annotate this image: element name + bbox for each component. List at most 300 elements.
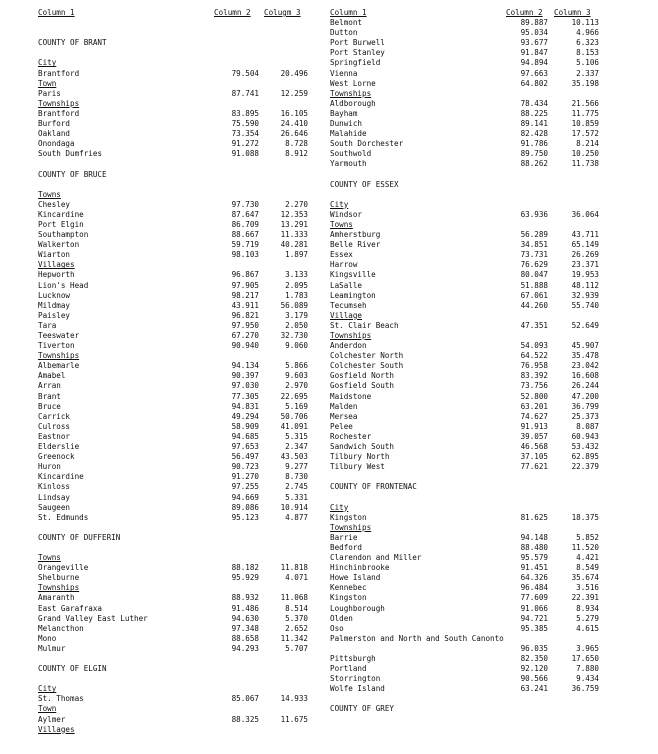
column-3-value: 8.549 [576,563,599,573]
county-heading [38,38,308,48]
category-heading [38,260,308,270]
municipality-name: Mildmay [38,300,71,310]
table-row [330,351,652,361]
municipality-name: St. Edmunds [38,512,89,522]
column-3-value: 4.877 [285,512,308,522]
municipality-name: Walkerton [38,240,80,250]
table-row [330,462,652,472]
municipality-name: Arran [38,381,61,391]
column-3-value: 23.371 [571,260,599,270]
municipality-name: Huron [38,462,61,472]
column-3-value: 8.087 [576,421,599,431]
table-row [38,392,308,402]
table-row [38,472,308,482]
municipality-name: Howe Island [330,573,381,583]
table-row [38,694,308,704]
column-2-value: 96.035 [520,643,548,653]
column-3-value: 5.370 [285,613,308,623]
table-row [38,361,308,371]
column-2-value: 74.627 [520,411,548,421]
municipality-name: Barrie [330,532,358,542]
table-row [330,583,652,593]
municipality-name: Bedford [330,542,363,552]
column-2-value: 95.579 [520,553,548,563]
column-3-value: 12.353 [280,209,308,219]
spacer [330,493,652,503]
municipality-name: LaSalle [330,280,363,290]
municipality-name: Hinchinbrooke [330,563,390,573]
table-row [38,422,308,432]
category-heading [38,79,308,89]
column-2-value: 91.066 [520,603,548,613]
category-name: Village [330,310,363,320]
column-3-value: 22.391 [571,593,599,603]
table-row [330,684,652,694]
municipality-name: Aldborough [330,98,376,108]
table-row [330,79,652,89]
column-3-value: 1.783 [285,290,308,300]
municipality-name: Harrow [330,260,358,270]
column-2-value: 80.047 [520,270,548,280]
column-3-value: 9.277 [285,462,308,472]
table-row [38,563,308,573]
category-name: Villages [38,724,75,734]
column-3-value: 2.270 [285,199,308,209]
column-3-value: 14.933 [280,694,308,704]
header-column-3: Column 3 [554,8,591,17]
municipality-name: Oso [330,623,344,633]
table-row [330,664,652,674]
column-2-value: 67.061 [520,290,548,300]
category-name: Townships [38,351,80,361]
column-2-value: 95.034 [520,28,548,38]
column-2-value: 39.057 [520,431,548,441]
table-row [330,614,652,624]
column-2-value: 97.730 [231,199,259,209]
table-row [38,381,308,391]
municipality-name: Greenock [38,452,75,462]
column-3-value: 9.603 [285,371,308,381]
municipality-name: Teeswater [38,331,80,340]
category-name: City [330,502,349,512]
municipality-name: Saugeen [38,502,71,512]
column-2-value: 96.821 [231,310,259,320]
column-2-value: 73.354 [231,129,259,139]
column-2-value: 51.888 [520,280,548,290]
column-3-value: 11.775 [571,108,599,118]
column-3-value: 5.707 [285,643,308,653]
left-header-row [38,8,308,18]
column-2-value: 58.909 [231,421,259,431]
table-row [330,139,652,149]
table-row [330,634,652,644]
column-2-value: 83.895 [231,108,259,118]
table-row [38,149,308,159]
column-2-value: 89.086 [231,502,259,512]
column-2-value: 91.272 [231,139,259,149]
table-row [38,412,308,422]
column-3-value: 8.728 [285,139,308,149]
category-name: City [330,199,349,209]
table-row [330,563,652,573]
municipality-name: Belmont [330,18,363,28]
column-3-value: 17.650 [571,654,599,663]
table-row [330,654,652,664]
table-row [38,69,308,79]
column-2-value: 37.105 [520,452,548,462]
municipality-name: Carrick [38,411,71,421]
column-3-value: 4.071 [285,573,308,583]
table-row [330,149,652,159]
category-heading [330,503,652,513]
header-column-1: Column 1 [330,8,367,17]
table-row [330,28,652,38]
municipality-name: Elderslie [38,442,80,452]
column-2-value: 96.867 [231,270,259,280]
table-row [330,159,652,169]
column-3-value: 24.410 [280,119,308,129]
table-row [38,624,308,634]
table-row [330,432,652,442]
column-3-value: 10.113 [571,18,599,28]
right-table-body [330,18,652,714]
column-3-value: 5.852 [576,532,599,542]
municipality-name: Gosfield North [330,371,395,381]
table-row [38,281,308,291]
column-3-value: 35.198 [571,78,599,88]
table-row [38,513,308,523]
table-row [38,139,308,149]
column-3-value: 16.105 [280,108,308,118]
municipality-name: Gosfield South [330,381,395,391]
column-3-value: 4.421 [576,553,599,563]
column-3-value: 5.331 [285,492,308,502]
column-3-value: 9.434 [576,674,599,684]
category-heading [330,89,652,99]
column-3-value: 32.730 [280,331,308,340]
column-2-value: 94.721 [520,613,548,623]
column-3-value: 11.068 [280,593,308,603]
municipality-name: Leamington [330,290,376,300]
municipality-name: Amabel [38,371,66,381]
column-2-value: 97.348 [231,623,259,633]
category-name: Town [38,704,57,714]
municipality-name: Oakland [38,129,71,139]
table-row [330,240,652,250]
column-3-value: 11.333 [280,230,308,240]
column-3-value: 2.337 [576,68,599,78]
table-row [330,604,652,614]
column-2-value: 73.756 [520,381,548,391]
spacer [38,28,308,38]
municipality-name: Kincardine [38,472,84,482]
county-heading [38,170,308,180]
column-2-value: 91.088 [231,149,259,159]
column-3-value: 3.133 [285,270,308,280]
municipality-name: Port Elgin [38,219,84,229]
table-row [330,381,652,391]
table-row [330,58,652,68]
municipality-name: Colchester South [330,361,404,371]
municipality-name: Olden [330,613,353,623]
category-name: Townships [330,88,372,98]
column-2-value: 88.480 [520,542,548,552]
table-row [330,69,652,79]
county-heading [330,180,652,190]
column-2-value: 86.709 [231,219,259,229]
table-row [330,513,652,523]
municipality-name: Grand Valley East Luther [38,613,148,623]
spacer [38,18,308,28]
spacer [330,190,652,200]
municipality-name: South Dorchester [330,139,404,149]
table-row [38,119,308,129]
table-row [330,402,652,412]
column-2-value: 97.905 [231,280,259,290]
column-2-value: 97.653 [231,442,259,452]
column-3-value: 36.759 [571,684,599,694]
municipality-name: Amherstburg [330,230,381,240]
spacer [38,674,308,684]
right-column [330,8,652,715]
county-heading [330,482,652,492]
column-3-value: 11.818 [280,563,308,573]
table-row [330,291,652,301]
column-2-value: 94.685 [231,431,259,441]
column-2-value: 77.609 [520,593,548,603]
column-3-value: 13.291 [280,219,308,229]
municipality-name: St. Thomas [38,694,84,704]
column-3-value: 11.675 [280,714,308,724]
municipality-name: Loughborough [330,603,385,613]
category-name: Villages [38,260,75,270]
column-2-value: 89.887 [520,18,548,28]
column-2-value: 79.504 [231,68,259,78]
column-3-value: 8.514 [285,603,308,613]
municipality-name: Brant [38,391,61,401]
column-3-value: 62.895 [571,452,599,462]
spacer [38,654,308,664]
municipality-name: Port Burwell [330,38,385,48]
left-table-body [38,18,308,735]
table-row [330,99,652,109]
spacer [38,180,308,190]
table-row [38,432,308,442]
column-3-value: 8.912 [285,149,308,159]
column-3-value: 4.615 [576,623,599,633]
municipality-name: Storrington [330,674,381,684]
column-3-value: 9.060 [285,341,308,351]
column-3-value: 20.496 [280,68,308,78]
column-2-value: 92.120 [520,664,548,674]
county-name: COUNTY OF DUFFERIN [38,532,121,542]
column-2-value: 63.936 [520,209,548,219]
table-row [38,462,308,472]
municipality-name: Rochester [330,431,372,441]
category-heading [330,311,652,321]
column-2-value: 76.629 [520,260,548,270]
column-3-value: 60.943 [571,431,599,441]
municipality-name: Sandwich South [330,442,395,452]
municipality-name: Tara [38,320,57,330]
column-3-value: 2.050 [285,320,308,330]
municipality-name: Lion's Head [38,280,89,290]
table-row [38,311,308,321]
county-name: COUNTY OF ELGIN [38,664,107,674]
table-row [330,533,652,543]
municipality-name: Eastnor [38,431,71,441]
column-3-value: 7.880 [576,664,599,674]
spacer [330,170,652,180]
column-2-value: 91.913 [520,421,548,431]
table-row [330,301,652,311]
county-heading [38,533,308,543]
column-2-value: 98.217 [231,290,259,300]
column-2-value: 83.392 [520,371,548,381]
category-name: Towns [330,219,353,229]
column-3-value: 10.859 [571,119,599,129]
municipality-name: Paisley [38,310,71,320]
table-row [38,210,308,220]
column-2-value: 63.201 [520,401,548,411]
municipality-name: Albemarle [38,361,80,371]
column-2-value: 82.350 [520,654,548,663]
column-2-value: 91.786 [520,139,548,149]
municipality-name: East Garafraxa [38,603,103,613]
category-heading [38,684,308,694]
column-3-value: 16.608 [571,371,599,381]
column-3-value: 2.652 [285,623,308,633]
column-2-value: 44.260 [520,300,548,310]
column-3-value: 8.730 [285,472,308,482]
header-column-2: Column 2 [506,8,543,17]
table-row [330,553,652,563]
column-3-value: 26.269 [571,250,599,260]
column-2-value: 49.294 [231,411,259,421]
column-3-value: 12.259 [280,88,308,98]
category-name: Town [38,78,57,88]
column-3-value: 11.738 [571,159,599,169]
column-2-value: 52.800 [520,391,548,401]
municipality-name: Maidstone [330,391,372,401]
table-row [38,270,308,280]
column-3-value: 52.649 [571,320,599,330]
table-row [38,503,308,513]
column-2-value: 97.255 [231,482,259,492]
column-2-value: 87.741 [231,88,259,98]
column-3-value: 11.342 [280,633,308,643]
column-3-value: 23.042 [571,361,599,371]
table-row [38,301,308,311]
municipality-name: Hepworth [38,270,75,280]
column-3-value: 6.323 [576,38,599,48]
municipality-name: Burford [38,119,71,129]
municipality-name: Kincardine [38,209,84,219]
category-heading [330,200,652,210]
municipality-name: Amaranth [38,593,75,603]
column-2-value: 95.385 [520,623,548,633]
municipality-name: Malahide [330,129,367,139]
municipality-name: Port Stanley [330,48,385,58]
spacer [330,694,652,704]
table-row [330,392,652,402]
municipality-name: Colchester North [330,351,404,361]
column-2-value: 94.134 [231,361,259,371]
municipality-name: Kingston [330,593,367,603]
table-row [38,402,308,412]
category-name: Townships [38,98,80,108]
municipality-name: Shelburne [38,573,80,583]
municipality-name: Bruce [38,401,61,411]
table-row [38,109,308,119]
column-2-value: 97.030 [231,381,259,391]
category-heading [330,220,652,230]
column-3-value: 35.674 [571,573,599,583]
category-name: Townships [330,331,372,340]
column-3-value: 22.695 [280,391,308,401]
municipality-name: Dutton [330,28,358,38]
table-row [330,422,652,432]
column-2-value: 75.590 [231,119,259,129]
municipality-name: Dunwich [330,119,363,129]
municipality-name: Belle River [330,240,381,250]
municipality-name: Malden [330,401,358,411]
column-3-value: 41.091 [280,421,308,431]
column-2-value: 94.831 [231,401,259,411]
county-name: COUNTY OF FRONTENAC [330,482,417,492]
column-2-value: 97.663 [520,68,548,78]
municipality-name: Paris [38,88,61,98]
municipality-name: Mulmur [38,643,66,653]
municipality-name: Brantford [38,68,80,78]
table-row [330,230,652,240]
column-2-value: 88.667 [231,230,259,240]
table-row [38,452,308,462]
category-name: Townships [38,583,80,593]
table-row [38,129,308,139]
spacer [38,48,308,58]
column-3-value: 19.953 [571,270,599,280]
column-2-value: 91.270 [231,472,259,482]
category-heading [330,331,652,341]
table-row [38,200,308,210]
spacer [38,523,308,533]
table-row [38,220,308,230]
column-2-value: 97.950 [231,320,259,330]
column-3-value: 8.934 [576,603,599,613]
municipality-name: Culross [38,421,71,431]
column-2-value: 64.326 [520,573,548,583]
municipality-name: Lucknow [38,290,71,300]
municipality-name: Tilbury North [330,452,390,462]
table-row [38,493,308,503]
column-2-value: 88.262 [520,159,548,169]
column-2-value: 59.719 [231,240,259,250]
county-name: COUNTY OF GREY [330,704,395,714]
table-row [330,321,652,331]
category-heading [38,99,308,109]
spacer [38,543,308,553]
municipality-name: Wolfe Island [330,684,385,694]
municipality-name: Chesley [38,199,71,209]
column-3-value: 2.745 [285,482,308,492]
category-name: City [38,684,57,694]
column-3-value: 8.214 [576,139,599,149]
table-row [330,119,652,129]
column-2-value: 94.148 [520,532,548,542]
column-3-value: 5.866 [285,361,308,371]
column-2-value: 85.067 [231,694,259,704]
